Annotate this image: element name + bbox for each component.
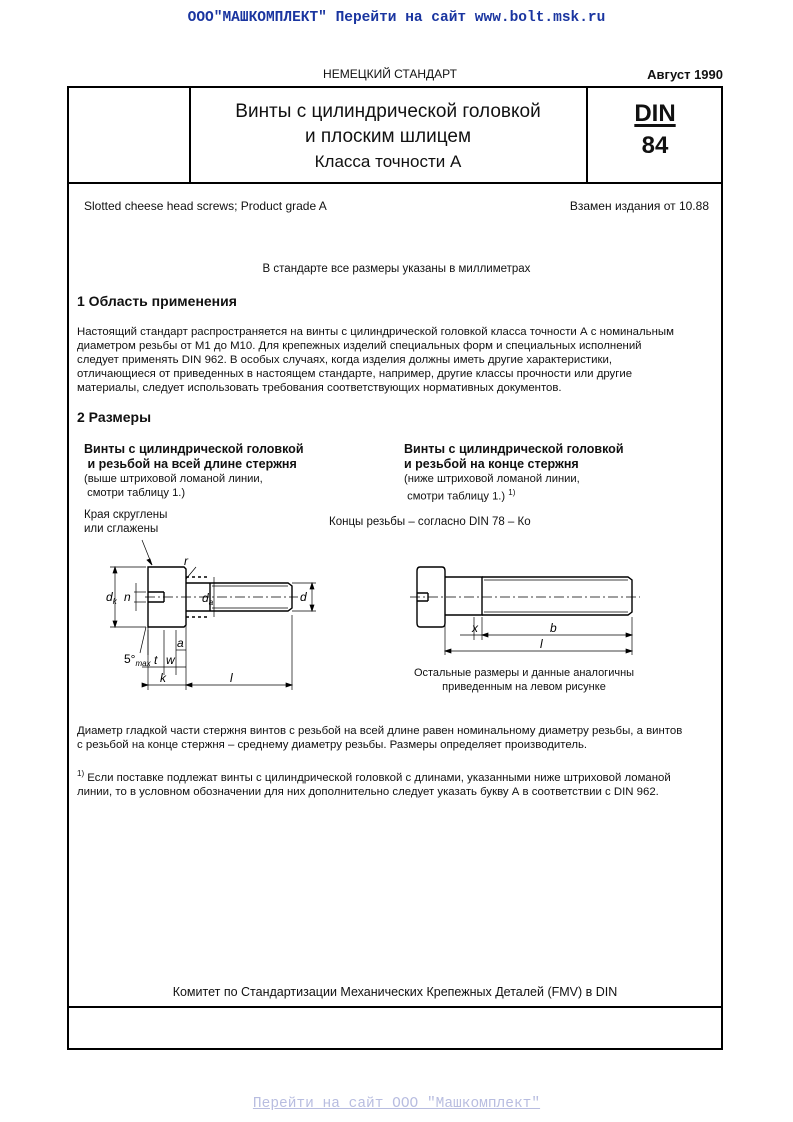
diameter-line-1: Диаметр гладкой части стержня винтов с резьбой на всей длине равен номинальному диаметру резьбы, а винтов — [77, 725, 683, 737]
title-line-1: Винты с цилиндрической головкой — [235, 101, 541, 122]
title-divider — [69, 182, 721, 184]
k-label: k — [160, 671, 166, 685]
right-caption-line-2: и резьбой на конце стержня — [404, 457, 579, 471]
angle-label: $5^\circ_{max}$ — [124, 652, 151, 668]
section-1-line: следует применять DIN 962. В особых случаях, когда изделия должны иметь другие характеристики, — [77, 354, 613, 366]
footnote-text-1: Если поставке подлежат винты с цилиндрической головкой с длинами, указанными ниже штриховой ломаной — [84, 771, 671, 784]
section-1-text — [77, 325, 717, 395]
d-label: d — [300, 590, 307, 604]
b-label: b — [550, 621, 557, 635]
edges-note-line-1: Края скруглены — [84, 509, 168, 521]
right-caption-line-4 — [404, 486, 624, 504]
bottom-site-link[interactable]: Перейти на сайт ООО "Машкомплект" — [252, 1096, 541, 1112]
right-caption-line-1: Винты с цилиндрической головкой — [404, 442, 624, 456]
footnote-ref: 1) — [508, 488, 516, 497]
section-1-line: Настоящий стандарт распространяется на винты с цилиндрической головкой класса точности А с номинальным — [77, 326, 674, 338]
footnote-mark: 1) — [77, 769, 85, 778]
right-caption-line-3: (ниже штриховой ломаной линии, — [404, 473, 580, 485]
left-caption-line-1: Винты с цилиндрической головкой — [84, 442, 304, 456]
din-label: DIN — [634, 100, 676, 127]
right-caption-line-4-text: смотри таблицу 1.) — [404, 490, 509, 503]
top-site-link[interactable]: ООО"МАШКОМПЛЕКТ" Перейти на сайт www.bolt.msk.ru — [187, 10, 606, 26]
left-caption-line-2: и резьбой на всей длине стержня — [84, 457, 297, 471]
right-shank-outline — [445, 577, 482, 615]
edges-note-line-2: или сглажены — [84, 523, 159, 535]
diameter-paragraph — [77, 724, 727, 752]
right-note-line-1: Остальные размеры и данные аналогичны — [413, 667, 635, 679]
section-2-heading: 2 Размеры — [77, 409, 152, 425]
left-caption-line-3: (выше штриховой ломаной линии, — [84, 473, 263, 485]
right-screw-drawing — [400, 555, 650, 665]
edges-note — [84, 508, 167, 536]
committee-footer: Комитет по Стандартизации Механических Крепежных Деталей (FMV) в DIN — [172, 985, 618, 999]
issue-date: Август 1990 — [647, 67, 723, 82]
thread-ends-note: Концы резьбы – согласно DIN 78 – Ко — [329, 516, 531, 528]
left-caption-line-4: смотри таблицу 1.) — [84, 487, 186, 499]
standard-label: НЕМЕЦКИЙ СТАНДАРТ — [323, 67, 457, 81]
replaces-edition: Взамен издания от 10.88 — [569, 199, 709, 213]
da-label: $d_a$ — [202, 591, 214, 607]
diameter-line-2: с резьбой на конце стержня – среднему диаметру резьбы. Размеры определяет производитель. — [77, 739, 588, 751]
din-number: 84 — [641, 132, 669, 159]
footnote-line-2: линии, то в условном обозначении для них дополнительно следует указать букву А в соответствии с DIN 962. — [77, 785, 659, 798]
din-designation — [590, 100, 720, 160]
footnote-line-1 — [77, 767, 727, 785]
r-label: r — [184, 554, 188, 568]
english-title: Slotted cheese head screws; Product grade A — [84, 199, 327, 213]
right-note-line-2: приведенным на левом рисунке — [442, 681, 606, 693]
section-1-line: диаметром резьбы от М1 до М10. Для крепежных изделий специальных форм и специальных исполнений — [77, 340, 642, 352]
t-label: t — [154, 653, 158, 667]
w-label: w — [166, 653, 175, 667]
units-note: В стандарте все размеры указаны в миллиметрах — [262, 263, 531, 275]
footnote — [77, 767, 727, 799]
x-label: x — [472, 621, 478, 635]
l-right-label: l — [540, 637, 543, 651]
dk-label: $d_k$ — [106, 590, 117, 606]
section-1-heading: 1 Область применения — [77, 293, 237, 309]
document-title — [190, 99, 586, 174]
section-1-line: отличающиеся от приведенных в настоящем стандарте, например, другие классы прочности или другие — [77, 368, 633, 380]
l-label: l — [230, 671, 233, 685]
left-figure-caption — [84, 442, 304, 500]
right-figure-caption — [404, 442, 624, 504]
title-right-divider — [586, 88, 588, 182]
section-1-line: материалы, следует использовать требования соответствующих нормативных документов. — [77, 382, 562, 394]
right-figure-note — [404, 666, 644, 694]
left-screw-drawing — [80, 535, 330, 700]
title-line-3: Класса точности А — [314, 152, 462, 171]
n-label: n — [124, 590, 131, 604]
title-line-2: и плоским шлицем — [304, 126, 472, 147]
footer-divider — [69, 1006, 721, 1008]
a-label: a — [177, 636, 184, 650]
